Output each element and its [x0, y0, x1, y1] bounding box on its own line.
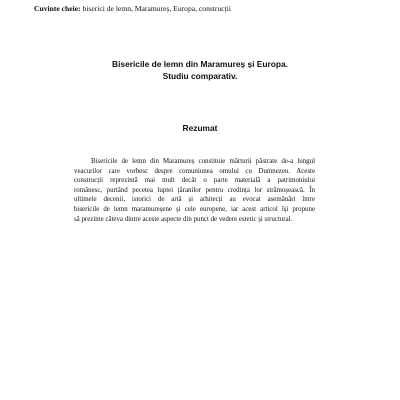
abstract-line: românesc, purtând pecetea luptei țăranilor pentru credința lor strămoșească. În [74, 186, 315, 194]
abstract-line: să prezinte câteva dintre aceste aspecte din punct de vedere estetic și structural. [74, 215, 293, 223]
keywords-label: Cuvinte cheie: [34, 4, 81, 13]
paper-title-line-1: Bisericile de lemn din Maramureș și Europa. [112, 59, 288, 69]
abstract-heading: Rezumat [182, 123, 218, 133]
keywords-text: biserici de lemn, Maramureș, Europa, construcții [80, 4, 231, 13]
abstract-body [74, 157, 315, 224]
abstract-line: ultimele decenii, istorici de artă și arhitecți au evocat asemănări între [74, 196, 315, 204]
abstract-line: construcții reprezintă mai mult decât o parte materială a patrimoniului [74, 177, 315, 185]
keywords-line [34, 4, 231, 14]
paper-title [0, 58, 400, 82]
abstract-line: bisericile de lemn maramureșene și cele europene, iar acest articol își propune [74, 205, 315, 213]
paper-title-line-2: Studiu comparativ. [162, 71, 238, 81]
abstract-line: veacurilor care vorbesc despre comuniunea omului cu Dumnezeu. Aceste [74, 167, 315, 175]
abstract-line: Bisericile de lemn din Maramureș constituie mărturii păstrate de-a lungul [91, 158, 315, 165]
